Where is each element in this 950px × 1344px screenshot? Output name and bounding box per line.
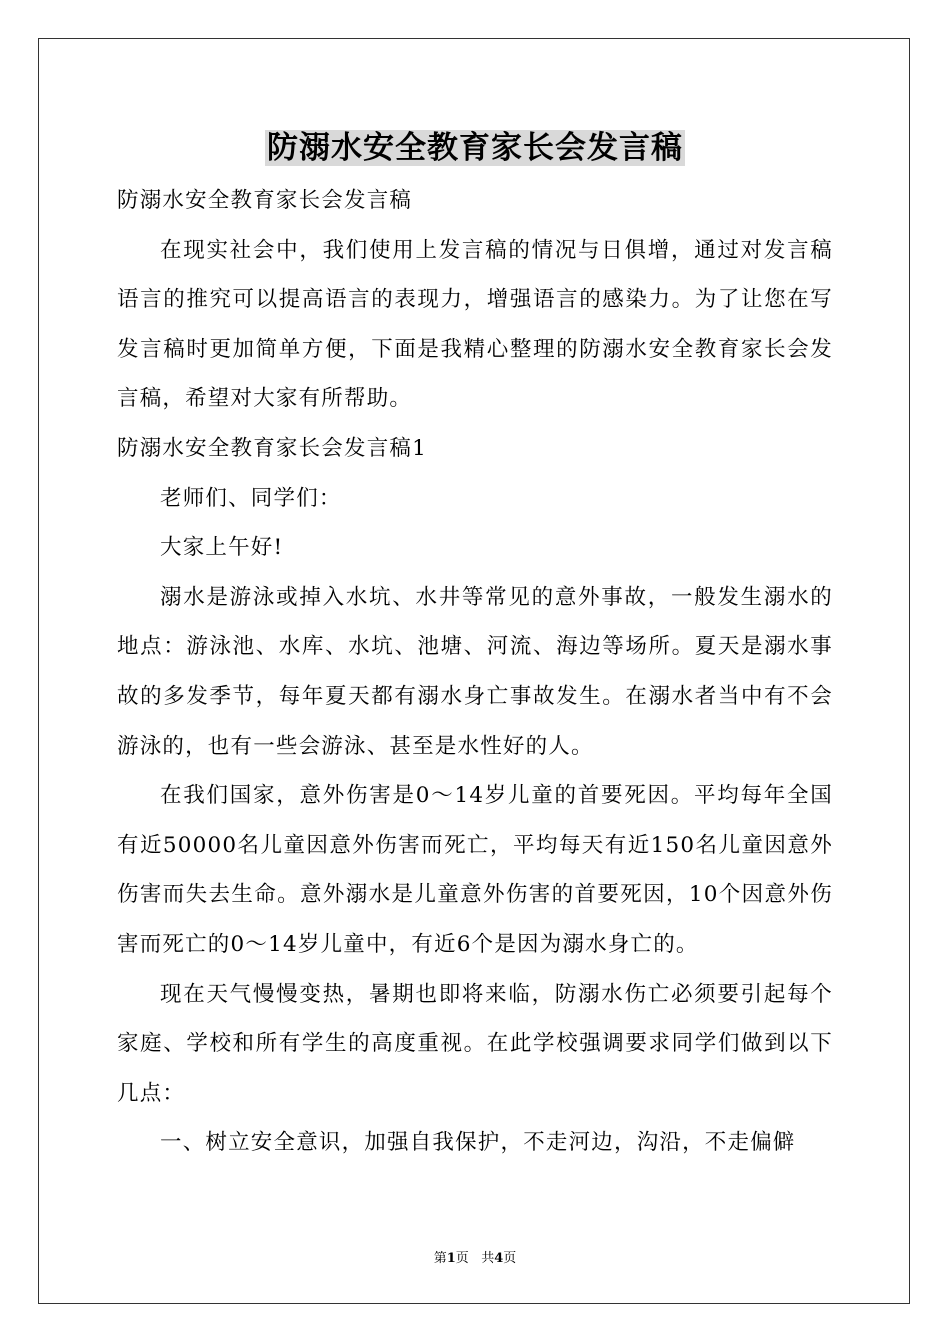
document-title <box>0 126 950 170</box>
paragraph-greeting: 大家上午好! <box>160 535 284 561</box>
paragraph-section-heading: 防溺水安全教育家长会发言稿1 <box>117 435 427 461</box>
footer-total-pages: 4 <box>494 1251 504 1266</box>
paragraph-drowning-overview: 溺水是游泳或掉入水坑、水井等常见的意外事故，一般发生溺水的地点：游泳池、水库、水坑、池塘、河流、海边等场所。夏天是溺水事故的多发季节，每年夏天都有溺水身亡事故发生。在溺水者当中有不会游泳的，也有一些会游泳、甚至是水性好的人。 <box>117 584 833 759</box>
page-footer <box>0 1250 950 1268</box>
document-body <box>117 176 833 1168</box>
footer-total-suffix: 页 <box>503 1251 517 1266</box>
document-title-text: 防溺水安全教育家长会发言稿 <box>267 130 683 166</box>
paragraph-intro: 在现实社会中，我们使用上发言稿的情况与日俱增，通过对发言稿语言的推究可以提高语言的表现力，增强语言的感染力。为了让您在写发言稿时更加简单方便，下面是我精心整理的防溺水安全教育家长会发言稿，希望对大家有所帮助。 <box>117 237 833 412</box>
footer-current-page: 1 <box>446 1251 456 1266</box>
footer-page-prefix: 第 <box>433 1251 447 1266</box>
paragraph-point-one: 一、树立安全意识，加强自我保护，不走河边，沟沿，不走偏僻 <box>160 1130 796 1156</box>
paragraph-salutation: 老师们、同学们： <box>160 485 342 511</box>
footer-page-suffix: 页 <box>455 1251 469 1266</box>
footer-total-prefix: 共 <box>481 1251 495 1266</box>
paragraph-statistics: 在我们国家，意外伤害是0～14岁儿童的首要死因。平均每年全国有近50000名儿童因意外伤害而死亡，平均每天有近150名儿童因意外伤害而失去生命。意外溺水是儿童意外伤害的首要死因，10个因意外伤害而死亡的0～14岁儿童中，有近6个是因为溺水身亡的。 <box>117 783 833 957</box>
paragraph-requirements: 现在天气慢慢变热，暑期也即将来临，防溺水伤亡必须要引起每个家庭、学校和所有学生的高度重视。在此学校强调要求同学们做到以下几点： <box>117 981 833 1106</box>
paragraph-heading: 防溺水安全教育家长会发言稿 <box>117 188 413 213</box>
